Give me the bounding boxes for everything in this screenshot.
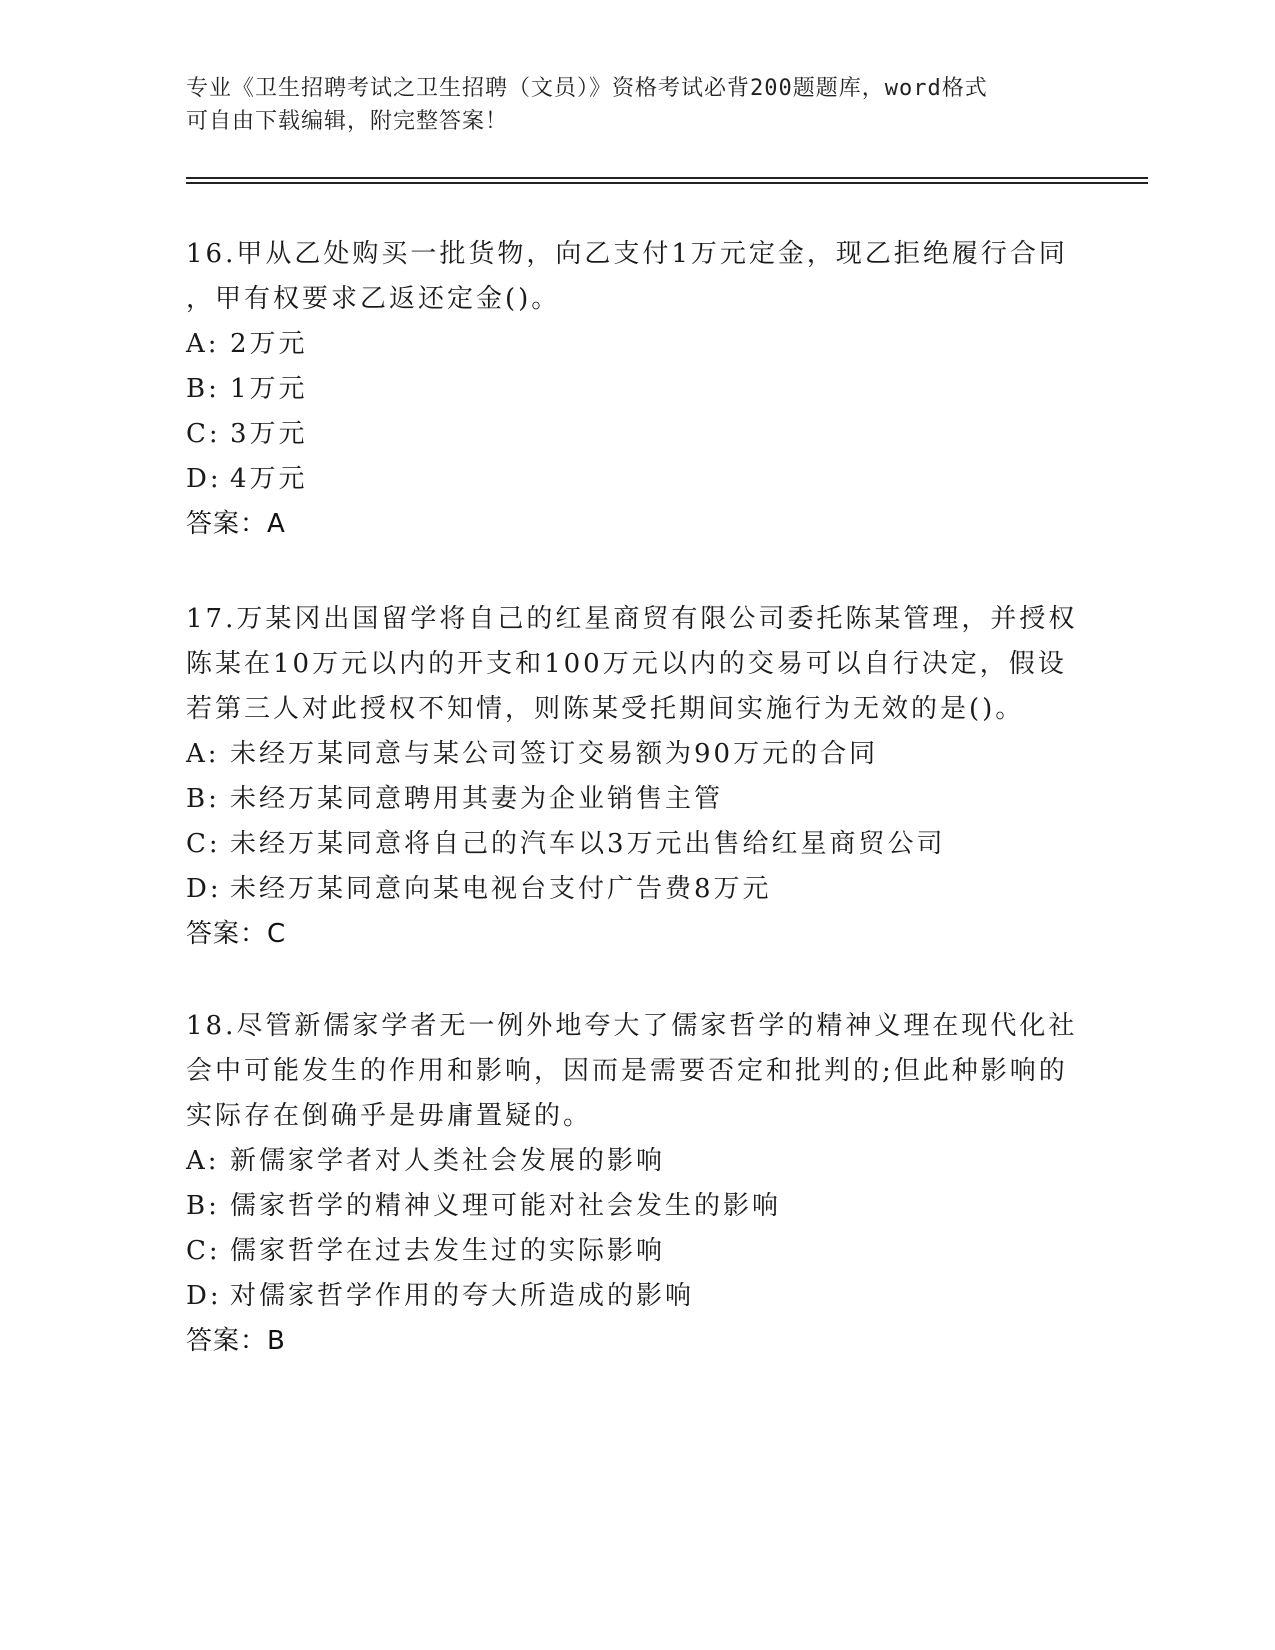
question-18 (186, 1004, 1086, 1364)
option-d (186, 867, 1086, 912)
option-c (186, 822, 1086, 867)
question-17 (186, 597, 1086, 957)
option-a (186, 1139, 1086, 1184)
stem-line: 若第三人对此授权不知情，则陈某受托期间实施行为无效的是()。 (186, 694, 1025, 724)
option-letter: D: (186, 464, 222, 494)
option-b (186, 367, 1086, 412)
option-text: 1万元 (230, 374, 308, 404)
option-letter: C: (186, 1236, 221, 1266)
option-letter: B: (186, 374, 220, 404)
option-a (186, 322, 1086, 367)
option-c (186, 412, 1086, 457)
stem-line: 陈某在10万元以内的开支和100万元以内的交易可以自行决定，假设 (186, 649, 1067, 679)
option-c (186, 1229, 1086, 1274)
option-letter: A: (186, 329, 220, 359)
question-16 (186, 232, 1086, 547)
option-letter: D: (186, 1281, 222, 1311)
option-letter: C: (186, 829, 221, 859)
stem-line: ，甲有权要求乙返还定金()。 (186, 284, 561, 314)
header-line-2: 可自由下载编辑，附完整答案！ (186, 109, 509, 134)
option-a (186, 732, 1086, 777)
option-b (186, 1184, 1086, 1229)
question-stem (186, 1004, 1086, 1139)
header-line-1: 专业《卫生招聘考试之卫生招聘（文员）》资格考试必背200题题库，word格式 (186, 76, 988, 101)
answer-line: 答案：A (186, 509, 286, 539)
stem-line: 实际存在倒确乎是毋庸置疑的。 (186, 1101, 593, 1131)
option-b (186, 777, 1086, 822)
option-text: 新儒家学者对人类社会发展的影响 (230, 1146, 666, 1176)
option-letter: B: (186, 1191, 220, 1221)
option-letter: D: (186, 874, 222, 904)
option-text: 未经万某同意将自己的汽车以3万元出售给红星商贸公司 (230, 829, 946, 859)
option-text: 儒家哲学的精神义理可能对社会发生的影响 (230, 1191, 782, 1221)
option-text: 未经万某同意聘用其妻为企业销售主管 (230, 784, 724, 814)
stem-line: 18.尽管新儒家学者无一例外地夸大了儒家哲学的精神义理在现代化社 (186, 1011, 1078, 1041)
option-letter: A: (186, 739, 220, 769)
document-header (186, 72, 1086, 138)
option-letter: B: (186, 784, 220, 814)
option-text: 2万元 (230, 329, 308, 359)
header-divider-top (186, 177, 1148, 179)
option-d (186, 457, 1086, 502)
option-text: 未经万某同意向某电视台支付广告费8万元 (230, 874, 772, 904)
option-letter: C: (186, 419, 221, 449)
option-text: 儒家哲学在过去发生过的实际影响 (230, 1236, 666, 1266)
header-divider-bottom (186, 182, 1148, 184)
option-text: 4万元 (230, 464, 308, 494)
question-stem (186, 597, 1086, 732)
stem-line: 16.甲从乙处购买一批货物，向乙支付1万元定金，现乙拒绝履行合同 (186, 239, 1068, 269)
option-text: 未经万某同意与某公司签订交易额为90万元的合同 (230, 739, 879, 769)
answer-line: 答案：C (186, 919, 287, 949)
question-stem (186, 232, 1086, 322)
option-d (186, 1274, 1086, 1319)
option-text: 3万元 (230, 419, 308, 449)
option-text: 对儒家哲学作用的夸大所造成的影响 (230, 1281, 695, 1311)
stem-line: 会中可能发生的作用和影响，因而是需要否定和批判的;但此种影响的 (186, 1056, 1068, 1086)
stem-line: 17.万某冈出国留学将自己的红星商贸有限公司委托陈某管理，并授权 (186, 604, 1078, 634)
answer-line: 答案：B (186, 1326, 286, 1356)
option-letter: A: (186, 1146, 220, 1176)
